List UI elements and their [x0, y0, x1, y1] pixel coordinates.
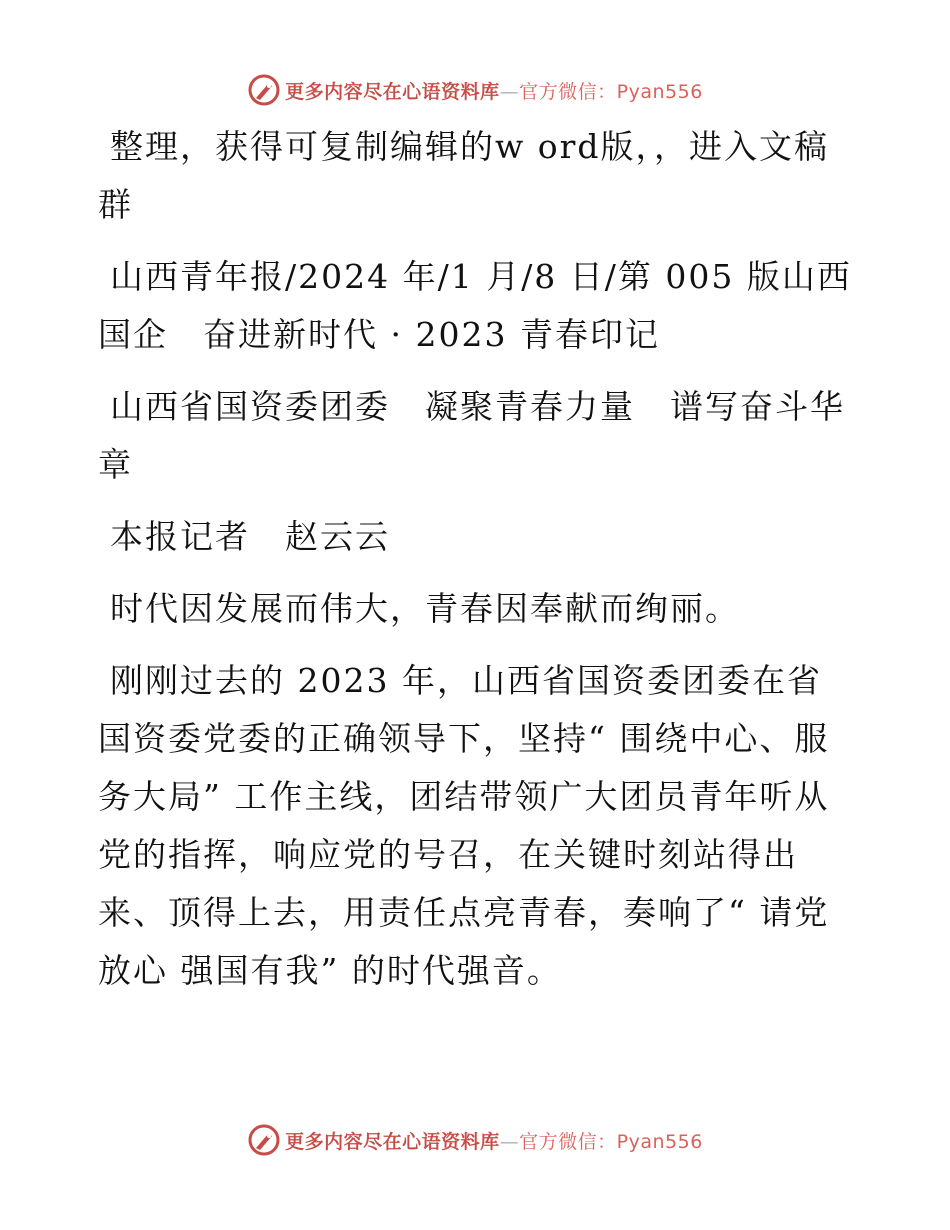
paragraph-lead: 时代因发展而伟大，青春因奉献而绚丽。 — [110, 589, 740, 628]
footer-banner — [0, 1120, 950, 1160]
pen-nib-logo-icon — [247, 73, 281, 107]
article-title: 山西省国资委团委 凝聚青春力量 谱写奋斗华章 — [98, 387, 845, 484]
header-banner — [0, 70, 950, 110]
paragraph-body: 刚刚过去的 2023 年，山西省国资委团委在省国资委党委的正确领导下，坚持“ 围绕中心、服务大局” 工作主线，团结带领广大团员青年听从党的指挥，响应党的号召，在关键时刻站得出来、顶得上去，用责任点亮青春，奏响了“ 请党放心 强国有我” 的时代强音。 — [98, 661, 830, 990]
pen-nib-logo-icon — [247, 1123, 281, 1157]
article-byline: 本报记者 赵云云 — [110, 517, 390, 556]
header-banner-text: 更多内容尽在心语资料库—官方微信：Pyan556 — [285, 80, 703, 103]
paragraph-source: 山西青年报/2024 年/1 月/8 日/第 005 版山西国企 奋进新时代 · 2023 青春印记 — [98, 257, 852, 354]
document-body — [98, 118, 853, 1014]
paragraph-intro: 整理，获得可复制编辑的w ord版，，进入文稿群 — [98, 127, 830, 224]
footer-banner-text: 更多内容尽在心语资料库—官方微信：Pyan556 — [285, 1130, 703, 1153]
